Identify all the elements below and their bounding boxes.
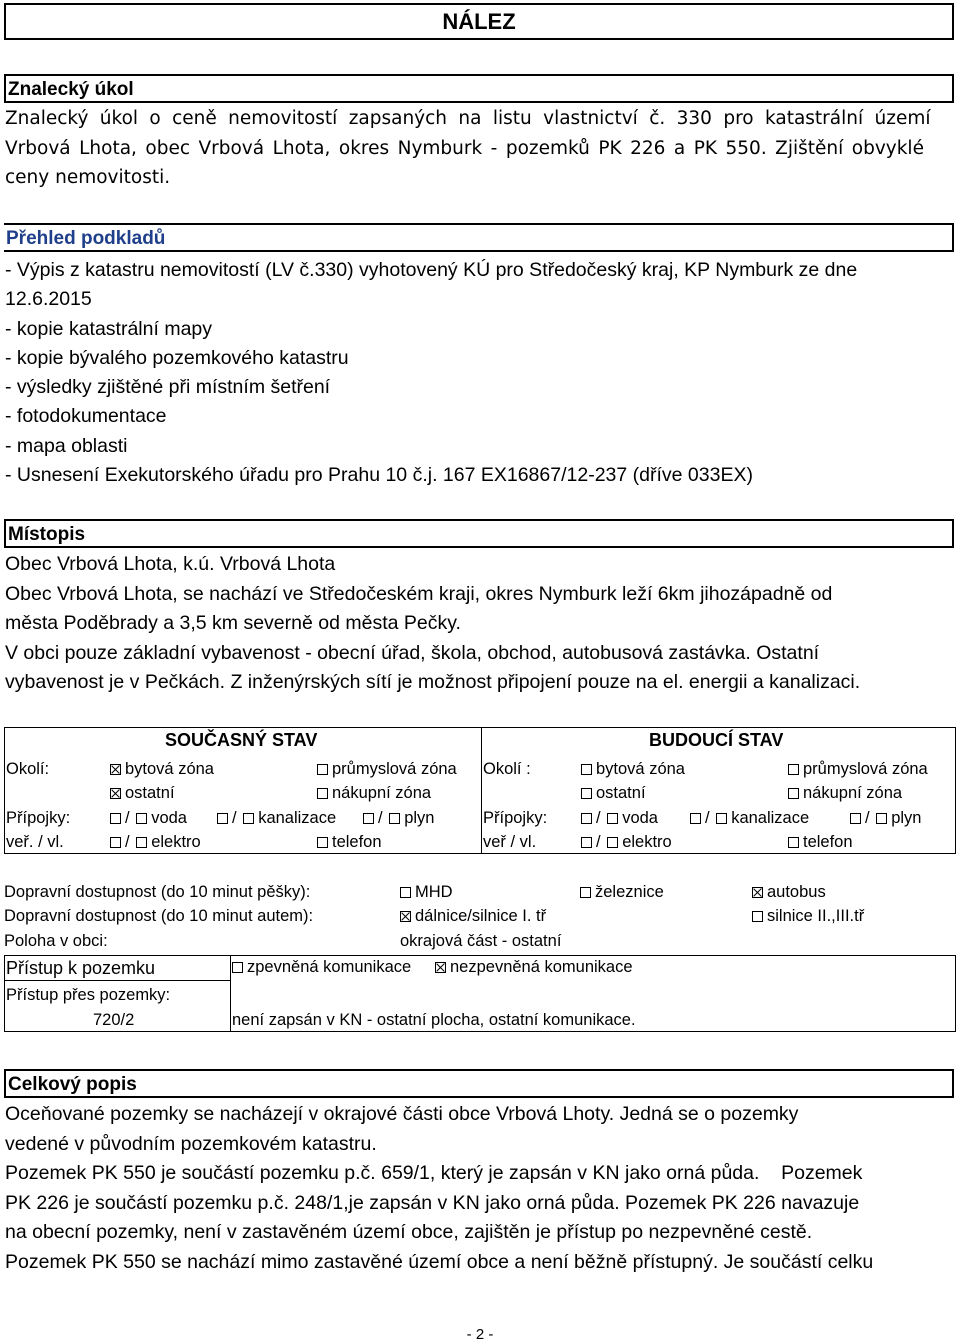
car-silnice: silnice II.,III.tř [752, 906, 864, 926]
checkbox-icon[interactable] [243, 813, 254, 824]
checkbox-icon[interactable] [317, 788, 328, 799]
divider [230, 956, 231, 1031]
text-line: Znalecký úkol o ceně nemovitostí zapsaných na listu vlastnictví č. 330 pro katastrální území [5, 108, 931, 129]
checkbox-icon[interactable] [581, 788, 592, 799]
checkbox-icon[interactable] [217, 813, 228, 824]
through-label: Přístup přes pozemky: [6, 986, 171, 1004]
checkbox-icon[interactable] [607, 813, 618, 824]
future-nakupni: nákupní zóna [788, 783, 902, 803]
list-item: - kopie bývalého pozemkového katastru [5, 346, 349, 369]
okoli-label: Okolí: [6, 760, 50, 778]
walk-mhd: MHD [400, 882, 453, 902]
current-voda: / voda [110, 808, 187, 828]
current-plyn: / plyn [363, 808, 434, 828]
text-line: vybavenost je v Pečkách. Z inženýrských sítí je možnost připojení pouze na el. energii a kanalizaci. [5, 671, 861, 693]
checkbox-icon[interactable] [876, 813, 887, 824]
text-line: Obec Vrbová Lhota, k.ú. Vrbová Lhota [5, 553, 336, 575]
list-item: - kopie katastrální mapy [5, 317, 213, 340]
access-zpevnena: zpevněná komunikace [232, 957, 411, 977]
access-box [4, 955, 956, 1032]
future-telefon: telefon [788, 832, 853, 852]
sources-heading-text: Přehled podkladů [6, 228, 166, 249]
text-line: PK 226 je součástí pozemku p.č. 248/1,je zapsán v KN jako orná půda. Pozemek PK 226 navazuje [5, 1191, 860, 1214]
checkbox-icon[interactable] [317, 764, 328, 775]
future-bytova: bytová zóna [581, 759, 685, 779]
walk-access-label: Dopravní dostupnost (do 10 minut pěšky): [4, 883, 311, 901]
future-voda: / voda [581, 808, 658, 828]
future-state-heading: BUDOUCÍ STAV [649, 730, 784, 750]
future-ostatni: ostatní [581, 783, 646, 803]
text-line: Pozemek PK 550 se nachází mimo zastavěné území obce a není běžně přístupný. Je součástí celku [5, 1250, 874, 1273]
page-number: - 2 - [466, 1326, 494, 1343]
checkbox-icon[interactable] [136, 813, 147, 824]
ver-label: veř. / vl. [6, 833, 64, 851]
checkbox-checked-icon[interactable] [110, 764, 121, 775]
task-text [5, 104, 955, 193]
list-item: - fotodokumentace [5, 405, 167, 428]
text-line: Pozemek PK 550 je součástí pozemku p.č. 659/1, který je zapsán v KN jako orná půda. Pozemek [5, 1162, 863, 1184]
current-ostatni: ostatní [110, 783, 175, 803]
text-line: Obec Vrbová Lhota, se nachází ve Středočeském kraji, okres Nymburk leží 6km jihozápadně od [5, 582, 833, 605]
list-item: - Usnesení Exekutorského úřadu pro Prahu 10 č.j. 167 EX16867/12-237 (dříve 033EX) [5, 464, 753, 487]
checkbox-checked-icon[interactable] [435, 962, 446, 973]
checkbox-icon[interactable] [389, 813, 400, 824]
overall-text [5, 1100, 955, 1277]
checkbox-icon[interactable] [752, 911, 763, 922]
checkbox-checked-icon[interactable] [400, 911, 411, 922]
checkbox-icon[interactable] [581, 764, 592, 775]
access-nezpevnena: nezpevněná komunikace [435, 957, 633, 977]
section-heading-task: Znalecký úkol [4, 74, 954, 103]
checkbox-icon[interactable] [788, 764, 799, 775]
text-line: V obci pouze základní vybavenost - obecní úřad, škola, obchod, autobusová zastávka. Ostatní [5, 641, 820, 664]
text-line: města Poděbrady a 3,5 km severně od města Pečky. [5, 612, 461, 634]
pripojky-label: Přípojky: [6, 809, 71, 827]
access-label: Přístup k pozemku [6, 958, 156, 978]
list-item: 12.6.2015 [5, 288, 92, 311]
car-access-label: Dopravní dostupnost (do 10 minut autem): [4, 907, 314, 925]
checkbox-icon[interactable] [850, 813, 861, 824]
current-state-heading: SOUČASNÝ STAV [165, 730, 318, 750]
checkbox-icon[interactable] [110, 837, 121, 848]
checkbox-icon[interactable] [232, 962, 243, 973]
walk-zeleznice: železnice [580, 882, 664, 902]
future-plyn: / plyn [850, 808, 921, 828]
page-title: NÁLEZ [4, 3, 954, 40]
pripojky-label-future: Přípojky: [483, 809, 548, 827]
ver-label-future: veř / vl. [483, 833, 537, 851]
sources-list [5, 256, 857, 490]
future-prumyslova: průmyslová zóna [788, 759, 928, 779]
checkbox-icon[interactable] [581, 837, 592, 848]
list-item: - mapa oblasti [5, 434, 128, 457]
checkbox-icon[interactable] [690, 813, 701, 824]
list-item: - Výpis z katastru nemovitostí (LV č.330) vyhotovený KÚ pro Středočeský kraj, KP Nymburk ze dne [5, 259, 858, 281]
checkbox-icon[interactable] [788, 788, 799, 799]
divider [5, 980, 230, 981]
text-line: na obecní pozemky, není v zastavěném území obce, zajištěn je přístup po nezpevněné cestě. [5, 1221, 813, 1243]
checkbox-icon[interactable] [400, 887, 411, 898]
location-text [5, 550, 955, 698]
section-heading-overall: Celkový popis [4, 1069, 954, 1098]
position-label: Poloha v obci: [4, 932, 108, 950]
checkbox-icon[interactable] [581, 813, 592, 824]
current-bytova: bytová zóna [110, 759, 214, 779]
state-table [4, 727, 956, 854]
current-telefon: telefon [317, 832, 382, 852]
checkbox-icon[interactable] [363, 813, 374, 824]
through-value: není zapsán v KN - ostatní plocha, ostatní komunikace. [232, 1011, 636, 1029]
text-line: vedené v původním pozemkovém katastru. [5, 1132, 377, 1155]
position-value: okrajová část - ostatní [400, 932, 562, 950]
checkbox-checked-icon[interactable] [110, 788, 121, 799]
text-line: Vrbová Lhota, obec Vrbová Lhota, okres Nymburk - pozemků PK 226 a PK 550. Zjištění obvyklé [5, 137, 924, 159]
future-kanalizace: / kanalizace [690, 808, 809, 828]
current-nakupni: nákupní zóna [317, 783, 431, 803]
through-parcel: 720/2 [93, 1011, 135, 1029]
walk-autobus: autobus [752, 882, 826, 902]
section-heading-location: Místopis [4, 519, 954, 548]
checkbox-checked-icon[interactable] [752, 887, 763, 898]
checkbox-icon[interactable] [788, 837, 799, 848]
current-kanalizace: / kanalizace [217, 808, 336, 828]
checkbox-icon[interactable] [716, 813, 727, 824]
future-elektro: / elektro [581, 832, 672, 852]
checkbox-icon[interactable] [580, 887, 591, 898]
checkbox-icon[interactable] [136, 837, 147, 848]
text-line: Oceňované pozemky se nacházejí v okrajové části obce Vrbová Lhoty. Jedná se o pozemky [5, 1103, 799, 1125]
section-heading-sources [4, 223, 954, 252]
checkbox-icon[interactable] [317, 837, 328, 848]
car-dalnice: dálnice/silnice I. tř [400, 906, 546, 926]
okoli-label-future: Okolí : [483, 760, 531, 778]
current-elektro: / elektro [110, 832, 201, 852]
divider [481, 728, 482, 853]
list-item: - výsledky zjištěné při místním šetření [5, 376, 331, 399]
checkbox-icon[interactable] [110, 813, 121, 824]
checkbox-icon[interactable] [607, 837, 618, 848]
text-line: ceny nemovitosti. [5, 167, 171, 188]
current-prumyslova: průmyslová zóna [317, 759, 457, 779]
